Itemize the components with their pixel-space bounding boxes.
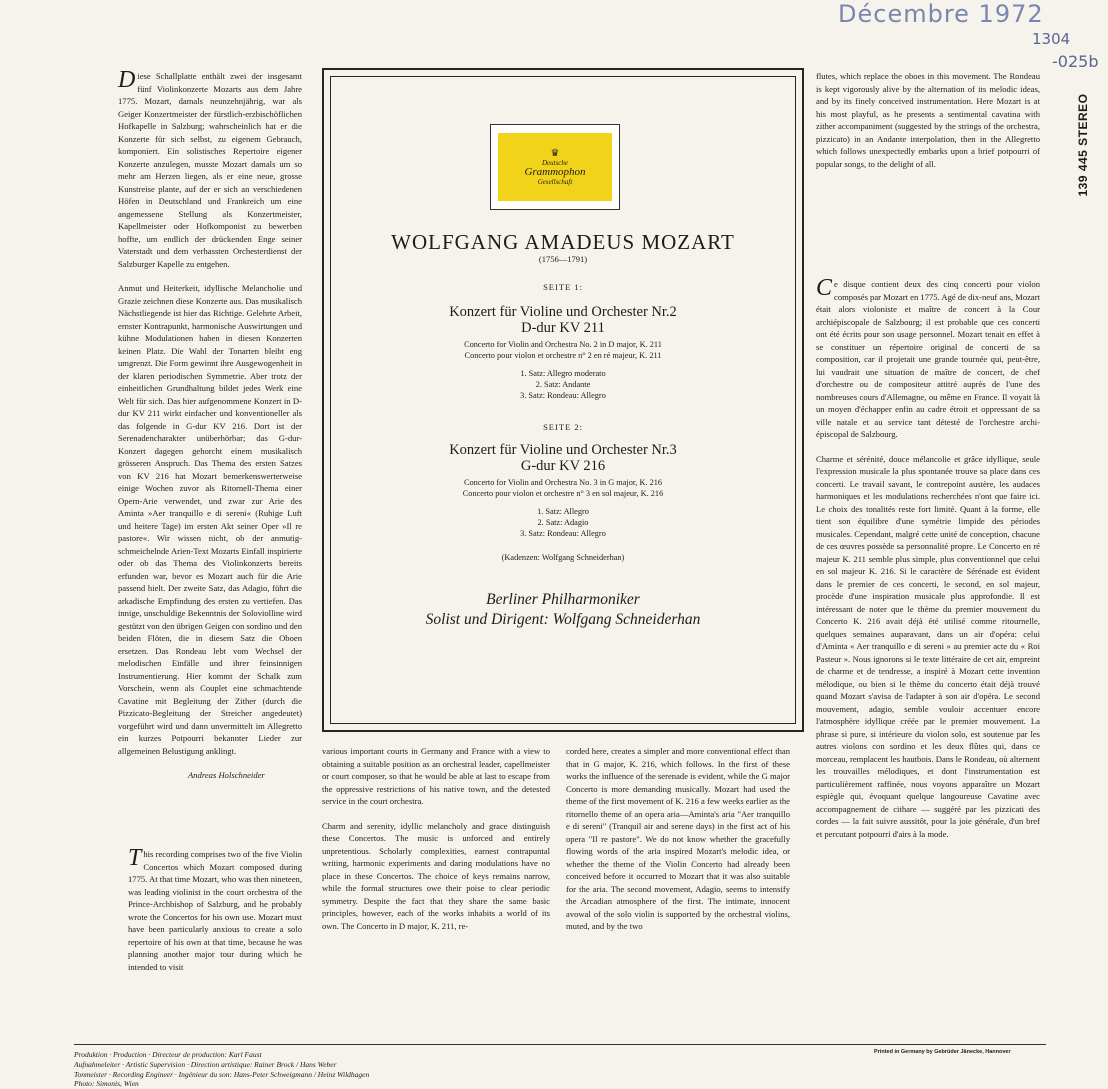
side-1-subtitles <box>324 340 802 361</box>
side-2-title-line-2: G-dur KV 216 <box>520 458 606 474</box>
side-2-subtitles <box>324 478 802 499</box>
printer-credit: Printed in Germany by Gebrüder Jänecke, Hannover <box>874 1049 1011 1055</box>
side-1-title <box>324 304 802 336</box>
english-paragraph-4: corded here, creates a simpler and more conventional effect than that in G major, K. 216, which follows. In the first of these works the influence of the serenade is evident, while the G major Concerto is more demanding musically. Mozart had used the theme of the first movement of K. 216 a few weeks earlier as the ritornello theme of an opera aria—Aminta's aria "Aer tranquillo e di sereni" (Tranquil air and serene days) in the first act of his opera "Il re pastore". We do not know whether the gracefully flowing words of the aria inspired Mozart's melodic idea, or whether the theme of the Violin Concerto had already been conceived before it occurred to Mozart that it was also suitable for the aria. The second movement, Adagio, seems to intensify the Arcadian atmosphere of the first. The intimate, innocent avowal of the solo violin is supported by the orchestral violins, muted, and by the two <box>566 746 790 931</box>
logo-line-1: Deutsche <box>541 158 569 167</box>
tulip-crown-icon: ♛ <box>550 147 560 159</box>
side-2-french: Concerto pour violon et orchestre n° 3 en sol majeur, K. 216 <box>462 488 664 498</box>
german-author: Andreas Holschneider <box>188 770 265 780</box>
side-1-title-line-2: D-dur KV 211 <box>521 320 605 336</box>
side-1-english: Concerto for Violin and Orchestra No. 2 in D major, K. 211 <box>464 340 662 349</box>
movement-item: 1. Satz: Allegro <box>537 507 589 516</box>
english-paragraph-5: flutes, which replace the oboes in this movement. The Rondeau is kept vigorously alive by the alternation of its melodic ideas, and by its finely conceived instrumentation. Here Mozart is at his most playful, as he presents a sentimental cavatina with zither accompaniment (suggested by the strings of the orchestra, pizzicato) in an Andante interpolation, then in the Allegretto which follows unexpectedly embarks upon a brief potpourri of popular songs, to the delight of all. <box>816 71 1040 169</box>
side-2-english: Concerto for Violin and Orchestra No. 3 in G major, K. 216 <box>463 478 663 487</box>
orchestra-name: Berliner Philharmoniker <box>486 591 640 608</box>
english-paragraph-1: his recording comprises two of the five Violin Concertos which Mozart composed during 1775. At that time Mozart, who was then nineteen, was leading violinist in the court orchestra of the Prince-Archbishop of Salzburg, and he probably wrote the Concertos for his own use. Mozart must have been particularly anxious to create a solo repertoire of his own at that time, because he was planning another major tour during which he intended to visit <box>128 849 302 972</box>
credit-line: Produktion · Production · Directeur de production: Karl Faust <box>74 1050 262 1059</box>
handwritten-code-2: -025b <box>1052 52 1099 71</box>
english-column-3 <box>566 745 790 945</box>
german-column <box>118 67 302 769</box>
composer-dates: (1756—1791) <box>538 254 588 264</box>
side-2-title <box>324 442 802 474</box>
logo-line-3: Gesellschaft <box>537 177 573 186</box>
right-column-english <box>816 70 1040 182</box>
dg-logo <box>490 124 620 210</box>
english-paragraph-2: various important courts in Germany and France with a view to obtaining a suitable position as an orchestral leader, capellmeister or court composer, so that he would be able at last to escape from the oppressive restrictions of his native town, and the detested service in the court orchestra. <box>322 746 550 806</box>
side-2-label: SEITE 2: <box>543 422 583 432</box>
german-paragraph-2: Anmut und Heiterkeit, idyllische Melancholie und Grazie zeichnen diese Konzerte aus. Das musikalisch Nächstliegende ist hier das Richtige. Gelehrte Arbeit, ernster Kontrapunkt, harmonische Auswirtungen und kühne Modulationen haben in diesen Konzerten keinen Platz. Die Wahl der Tonarten bleibt eng umgrenzt. Die Form gewinnt ihre Ausgewogenheit in der klaren periodischen Symmetrie. Aber trotz der einheitlichen Grundhaltung bildet jedes Werk eine Welt für sich. Das hier aufgenommene Konzert in D-dur KV 211 wirkt einfacher und konventioneller als das folgende in G-dur KV 216. Dort ist der Serenadencharakter unüberhörbar; das G-dur-Konzert dagegen gehorcht einem musikalisch grösseren Anspruch. Das Thema des ersten Satzes von KV 216 hat Mozart bemerkenswerterweise einige Wochen zuvor als Ritornell-Thema einer Opern-Arie verwendet, und zwar zur Arie des Aminta »Aer tranquillo e di sereni« (Ruhige Luft und heitere Tage) im ersten Akt seiner Oper »Il re pastore«. Wir wissen nicht, ob der anmutig-schmeichelnde Arien-Text Mozarts Einfall inspirierte oder ob das Thema des Violinkonzerts bereits erfunden war, bevor es Mozart auch für die Arie passend hielt. Der zweite Satz, das Adagio, führt die arkadische Empfindung des ersten zu vertiefen. Das innige, unschuldige Bekenntnis der Soloviolline wird gestützt von den übrigen Geigen con sordino und den beiden Flöten, die in diesem Satz die Oboen ersetzen. Das Rondeau lebt vom Wechsel der melodischen Einfälle und ihrer feinsinnigen Instrumentierung. Hier kommt der Schalk zum Vorschein, wenn als Couplet eine schmachtende Cavatine mit Begleitung der Zither (durch die Pizzicato-Begleitung der Streicher angedeutet) vorgeführt wird und dann unvermittelt im Allegretto ein kurzes Potpourri bekannter Lieder zur allgemeinen Belustigung anklingt. <box>118 283 302 756</box>
composer-name: WOLFGANG AMADEUS MOZART <box>391 230 735 254</box>
english-column-1 <box>128 845 302 985</box>
movement-item: 3. Satz: Rondeau: Allegro <box>520 529 606 538</box>
catalog-number-vertical <box>1068 80 1098 220</box>
side-1-movements <box>324 368 802 401</box>
soloist-conductor: Solist und Dirigent: Wolfgang Schneiderhan <box>425 611 701 628</box>
dg-logo-label <box>498 133 612 201</box>
side-1-title-line-1: Konzert für Violine und Orchester Nr.2 <box>449 304 677 320</box>
catalog-number: 139 445 STEREO <box>1076 93 1090 197</box>
credit-line: Tonmeister · Recording Engineer · Ingénieur du son: Hans-Peter Schweigmann / Heinz Wildhagen <box>74 1069 370 1079</box>
french-column <box>816 275 1040 852</box>
drop-cap-d: D <box>118 67 136 93</box>
logo-line-2: Grammophon <box>524 165 586 178</box>
french-paragraph-2: Charme et sérénité, douce mélancolie et grâce idyllique, seule l'expression musicale la plus spontanée trouve sa place dans ces concerti. Le travail savant, le contrepoint austère, les audaces harmoniques et les modulations recherchées n'ont que faire ici. Le choix des tonalités reste fort limité. Quant à la forme, elle tient son équilibre d'une symétrie limpide des périodes musicales. Cependant, malgré cette unité de conception, chacune de ces œuvres possède sa personnalité propre. Le Concerto en ré majeur K. 211 semble plus simple, plus conventionnel que celui en sol majeur K. 216. Si le caractère de Sérénade est évident dans le premier de ces concerti, le second, en sol majeur, procède d'une inspiration musicale plus approfondie. Il est intéressant de noter que le thème du premier mouvement du Concerto K. 216 avait déjà été utilisé comme ritournelle, quelques semaines auparavant, dans un air d'opéra: celui d'Aminta « Aer tranquillo e di sereni » au premier acte du « Roi Pasteur ». Nous ignorons si le texte littéraire de cet air, empreint de charme et de tendresse, a inspiré à Mozart cette invention mélodique, ou bien si le thème du concerto était déjà trouvé quand Mozart s'avisa de l'adapter à son air d'opéra. Le second mouvement, adagio, semble vouloir accentuer encore l'atmosphère idyllique créée par le premier mouvement. La phrase si pure, si intérieure du violon solo, est soutenue par les autres violons con sordino et les deux flûtes qui, dans ce morceau, remplacent les hautbois. Dans le Rondeau, où alternent les trouvailles mélodiques, et dont l'instrumentation est particulièrement raffinée, nous voyons apparaître un Mozart espiègle qui, évoquant quelque langoureuse Cavatine avec accompagnement de cithare — suggéré par les pizzicati des cordes — la fait suivre aussitôt, pour la joie générale, d'un bref et percutant potpourri d'airs à la mode. <box>816 453 1040 839</box>
drop-cap-c: C <box>816 275 833 301</box>
footer-rule <box>74 1044 1046 1045</box>
movement-item: 2. Satz: Adagio <box>537 518 589 527</box>
french-paragraph-1: e disque contient deux des cinq concerti pour violon composés par Mozart en 1775. Agé de dix-neuf ans, Mozart était alors violoniste et maître de concert à la Cour archiépiscopale de Salzbourg; il est probable que ces concerti ont été écrits pour son usage personnel. Mozart tenait en effet à se constituer un répertoire original de concerti de sa composition, car il projetait une grande tournée qui, peut-être, lui vaudrait une situation de maître de concert, de chef d'orchestre ou de compositeur attitré auprès de l'une des nombreuses cours d'Allemagne, ou même en France. Il voyait là un moyen d'échapper enfin au cadre étroit et oppressant de sa ville natale et au service tant détesté de l'orchestre archi-épiscopal de Salzbourg. <box>816 279 1040 439</box>
side-1-french: Concerto pour violon et orchestre n° 2 en ré majeur, K. 211 <box>464 350 662 360</box>
production-credits <box>74 1050 369 1089</box>
movement-item: 3. Satz: Rondeau: Allegro <box>520 391 606 400</box>
credit-line: Photo: Simonis, Wien <box>74 1079 139 1089</box>
handwritten-date-note: Décembre 1972 <box>838 0 1044 28</box>
cadenzas-note: (Kadenzen: Wolfgang Schneiderhan) <box>501 553 625 562</box>
english-paragraph-3: Charm and serenity, idyllic melancholy and grace distinguish these Concertos. The music is unforced and entirely unpretentious. Scholarly complexities, earnest contrapuntal writing, harmonic experiments and daring modulations have no place in these Concertos. The choice of keys remains narrow, while the formal structures owe their poise to clear periodic symmetry. Despite the fact that they share the same basic principles, however, each of the works inhabits a world of its own. The Concerto in D major, K. 211, re- <box>322 820 550 931</box>
drop-cap-t: T <box>128 845 142 871</box>
center-frame <box>322 68 804 732</box>
movement-item: 1. Satz: Allegro moderato <box>520 369 606 378</box>
performers <box>324 590 802 630</box>
credit-line: Aufnahmeleiter · Artistic Supervision · Direction artistique: Rainer Brock / Hans Weber <box>74 1059 337 1069</box>
side-2-title-line-1: Konzert für Violine und Orchester Nr.3 <box>449 442 677 458</box>
german-paragraph-1: iese Schallplatte enthält zwei der insgesamt fünf Violinkonzerte Mozarts aus dem Jahre 1775. Mozart, damals neunzehnjährig, war als Geiger Konzertmeister der fürstlich-erzbischöflichen Hofkapelle in Salzburg; wahrscheinlich hat er die Konzerte für sich selbst, zu eigenem Gebrauch, komponiert. Ein solistisches Repertoire eigener Konzerte anzulegen, musste Mozart damals um so mehr am Herzen liegen, als er eine neue, grosse Kunstreise plante, auf der er sich an verschiedenen Höfen in Deutschland und Frankreich um eine angemessene Stellung als Konzertmeister, Kapellmeister oder Hofkomponist zu bewerben hoffte, um endlich der drückenden Enge seiner Vaterstadt und dem verhassten Orchesterdienst der Salzburger Kapelle zu entgehen. <box>118 71 302 269</box>
movement-item: 2. Satz: Andante <box>535 380 591 389</box>
side-1-label: SEITE 1: <box>543 282 583 292</box>
english-column-2 <box>322 745 550 944</box>
handwritten-code-1: 1304 <box>1032 30 1071 48</box>
side-2-movements <box>324 506 802 539</box>
